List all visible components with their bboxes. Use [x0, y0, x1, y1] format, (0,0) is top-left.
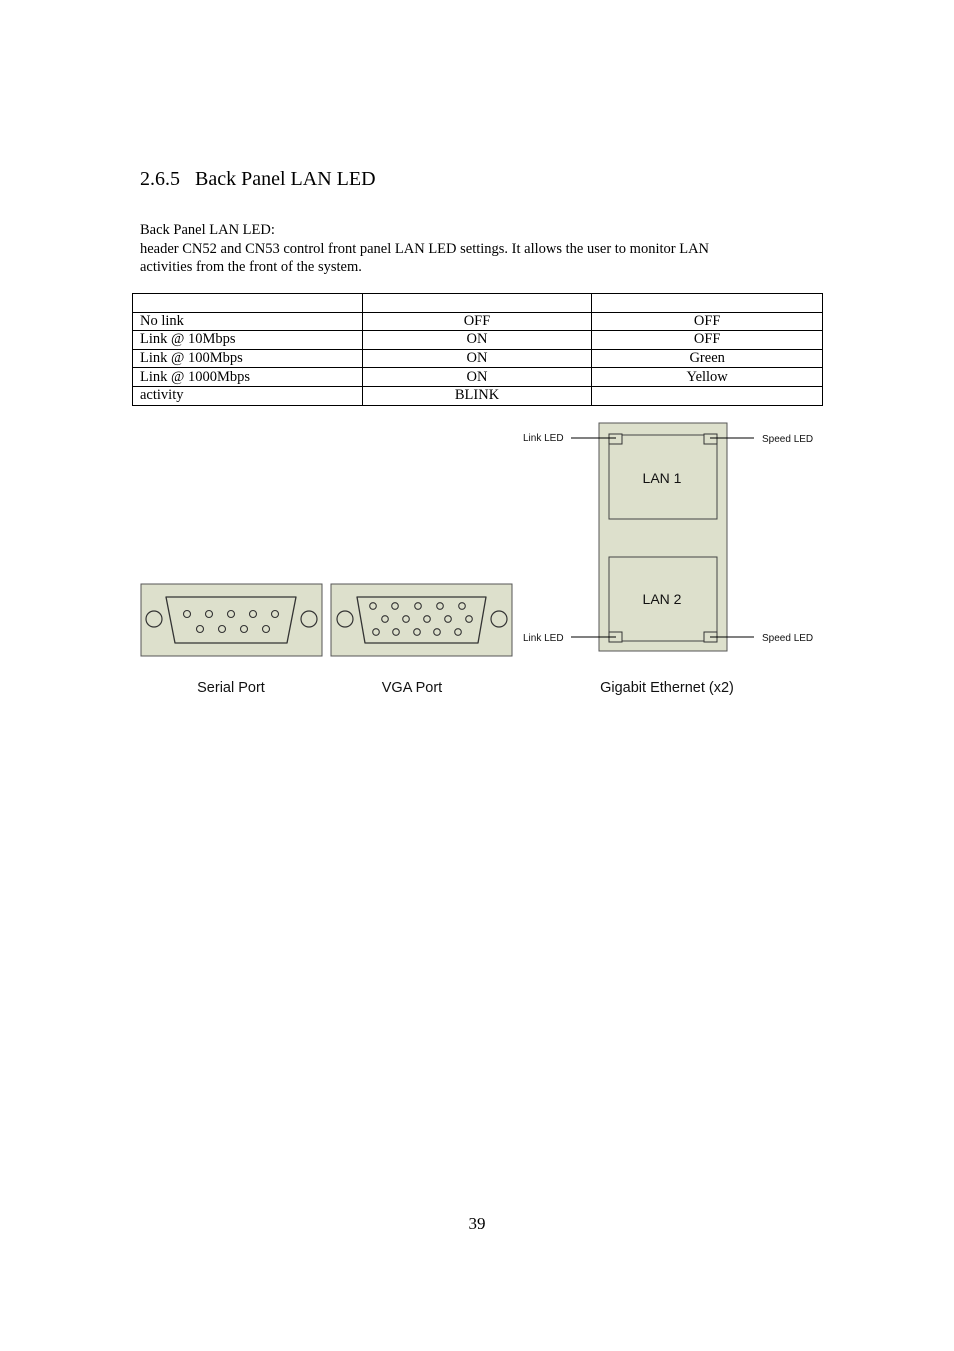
page-number: 39 [468, 1214, 486, 1233]
serial-port [141, 584, 322, 656]
link-led-cell: BLINK [362, 386, 592, 405]
speed-led-cell: OFF [592, 331, 823, 350]
state-cell: activity [133, 386, 363, 405]
speed-led-top-label: Speed LED [762, 434, 814, 445]
speed-led-cell: Green [592, 349, 823, 368]
link-led-cell: OFF [362, 312, 592, 331]
state-cell: Link @ 100Mbps [133, 349, 363, 368]
speed-led-bottom-label: Speed LED [762, 633, 814, 644]
speed-led-cell: Yellow [592, 368, 823, 387]
link-led-cell: ON [362, 368, 592, 387]
section-title: Back Panel LAN LED [195, 168, 376, 190]
lan2-label: LAN 2 [642, 591, 682, 607]
vga-port-caption: VGA Port [381, 680, 443, 696]
intro-line-3: activities from the front of the system. [140, 259, 362, 275]
state-cell: Link @ 1000Mbps [133, 368, 363, 387]
lan1-link-led [609, 434, 622, 444]
speed-led-cell: OFF [592, 312, 823, 331]
ethernet-caption: Gigabit Ethernet (x2) [600, 680, 734, 696]
intro-line-1: Back Panel LAN LED: [140, 222, 275, 238]
link-led-cell: ON [362, 349, 592, 368]
link-led-bottom-label: Link LED [523, 633, 564, 644]
lan1-speed-led [704, 434, 717, 444]
link-led-top-label: Link LED [523, 433, 564, 444]
link-led-cell: ON [362, 331, 592, 350]
state-cell: Link @ 10Mbps [133, 331, 363, 350]
serial-port-plate [141, 584, 322, 656]
vga-port-plate [331, 584, 512, 656]
ethernet-stack [599, 423, 727, 651]
intro-line-2: header CN52 and CN53 control front panel LAN LED settings. It allows the user to monitor LAN [140, 240, 710, 257]
vga-port [331, 584, 512, 656]
serial-port-caption: Serial Port [197, 680, 265, 696]
state-cell: No link [133, 312, 363, 331]
lan1-label: LAN 1 [642, 470, 682, 486]
section-number: 2.6.5 [140, 168, 180, 190]
